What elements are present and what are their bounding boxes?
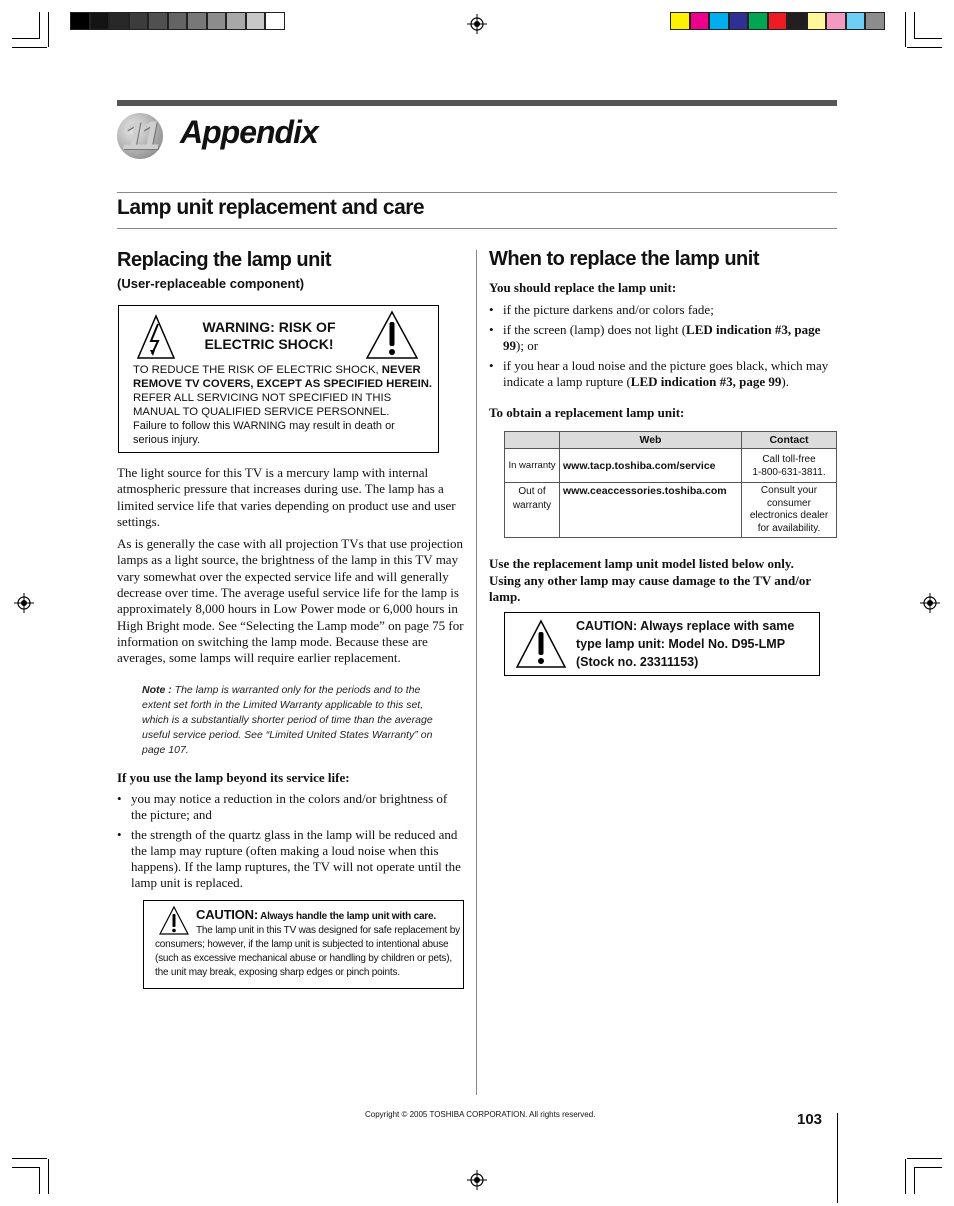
warning-text: TO REDUCE THE RISK OF ELECTRIC SHOCK, NEVER REMOVE TV COVERS, EXCEPT AS SPECIFIED HEREIN. REFER ALL SERVICING NOT SPECIFIED IN THIS MANUAL TO QUALIFIED SERVICE PERSONNEL. Failure to follow this WARNING may result in death or serious injury. (133, 364, 433, 446)
chapter-number-badge: 11 (117, 113, 163, 159)
color-swatch (807, 12, 827, 30)
beyond-service-life-section (117, 770, 464, 895)
color-swatch (768, 12, 788, 30)
color-swatch (787, 12, 807, 30)
color-swatch (70, 12, 90, 30)
should-replace-list (489, 302, 837, 390)
should-replace-heading: You should replace the lamp unit: (489, 280, 677, 295)
left-column (117, 249, 467, 291)
color-swatch (168, 12, 188, 30)
caution-handle-head: CAUTION: Always handle the lamp unit with care. (196, 907, 436, 922)
link-ceaccessories[interactable]: www.ceaccessories.toshiba.com (560, 483, 742, 538)
row-label-in-warranty: In warranty (505, 449, 560, 483)
color-swatch (690, 12, 710, 30)
color-swatch (226, 12, 246, 30)
caution-model-box (504, 612, 820, 676)
caution-handle-box (143, 900, 464, 989)
list-item: • you may notice a reduction in the colors and/or brightness of the picture; and (117, 791, 464, 823)
exclamation-warning-icon (515, 619, 567, 669)
warning-box (118, 305, 439, 453)
right-column (489, 248, 839, 271)
left-body (117, 465, 464, 673)
table-header-contact: Contact (742, 432, 837, 449)
section-title: Lamp unit replacement and care (117, 196, 425, 219)
color-swatch (265, 12, 285, 30)
table-header-empty (505, 432, 560, 449)
color-swatch (709, 12, 729, 30)
color-swatch (207, 12, 227, 30)
warning-title: WARNING: RISK OF ELECTRIC SHOCK! (202, 319, 336, 352)
color-swatch (148, 12, 168, 30)
chapter-top-bar (117, 100, 837, 106)
color-swatch (846, 12, 866, 30)
caution-handle-text: The lamp unit in this TV was designed for safe replacement by consumers; however, if the lamp unit is subjected to intentional abuse (such as excessive mechanical abuse or handling by children or pets), the unit may break, exposing sharp edges or pinch points. (155, 925, 460, 978)
table-row (505, 483, 837, 538)
note-text: Note : The lamp is warranted only for the periods and to the extent set forth in the Limited Warranty applicable to this set, which is a substantially shorter period of time than the average useful service period. See “Limited United States Warranty” on page 107. (142, 684, 433, 756)
list-item: • if the picture darkens and/or colors fade; (489, 302, 837, 318)
when-to-replace-heading: When to replace the lamp unit (489, 248, 759, 270)
electric-shock-warning-icon (136, 314, 176, 360)
contact-dealer: Consult your consumer electronics dealer for availability. (742, 483, 837, 538)
color-swatch (109, 12, 129, 30)
registration-mark-icon (467, 14, 487, 34)
color-swatch (187, 12, 207, 30)
column-divider (476, 250, 477, 1095)
registration-mark-icon (467, 1170, 487, 1190)
copyright-text: Copyright © 2005 TOSHIBA CORPORATION. All rights reserved. (365, 1110, 596, 1119)
caution-model-text: CAUTION: Always replace with same type lamp unit: Model No. D95-LMP (Stock no. 23311153) (576, 619, 795, 669)
table-header-row (505, 432, 837, 449)
section-rule-top (117, 192, 837, 193)
exclamation-warning-icon (365, 310, 419, 360)
color-swatch (729, 12, 749, 30)
list-item: • the strength of the quartz glass in the lamp will be reduced and the lamp may rupture (often making a loud noise when this happens). If the lamp ruptures, the TV will not operate until the lamp unit is replaced. (117, 827, 464, 891)
table-row (505, 449, 837, 483)
use-model-notice: Use the replacement lamp unit model listed below only. Using any other lamp may cause damage to the TV and/or lamp. (489, 556, 811, 604)
contact-toll-free: Call toll-free 1-800-631-3811. (742, 449, 837, 483)
color-swatch (826, 12, 846, 30)
replacing-subheading: (User-replaceable component) (117, 276, 305, 291)
table-header-web: Web (560, 432, 742, 449)
row-label-out-of-warranty: Out of warranty (505, 483, 560, 538)
beyond-heading: If you use the lamp beyond its service life: (117, 770, 350, 785)
registration-mark-icon (920, 593, 940, 613)
color-swatch (90, 12, 110, 30)
replacing-heading: Replacing the lamp unit (117, 249, 332, 271)
list-item: • if the screen (lamp) does not light (LED indication #3, page 99); or (489, 322, 837, 354)
color-swatch (748, 12, 768, 30)
link-tacp-service[interactable]: www.tacp.toshiba.com/service (560, 449, 742, 483)
paragraph-mercury-lamp: The light source for this TV is a mercury lamp with internal atmospheric pressure that increases during use. The lamp has a limited service life that varies depending on product use and user settings. (117, 465, 456, 529)
obtain-heading: To obtain a replacement lamp unit: (489, 405, 685, 420)
replacement-source-table (504, 431, 837, 538)
paragraph-brightness: As is generally the case with all projection TVs that use projection lamps as a light source, the brightness of the lamp in this TV may vary somewhat over the expected service life and will generally decrease over time. The average useful service life for the lamp is approximately 8,000 hours in Low Power mode or 6,000 hours in High Bright mode. See “Selecting the Lamp mode” on page 75 for information on switching the lamp mode. Because these are averages, some lamps will require earlier replacement. (117, 536, 464, 666)
color-swatch (670, 12, 690, 30)
registration-mark-icon (14, 593, 34, 613)
beyond-list (117, 791, 464, 891)
color-swatch (129, 12, 149, 30)
list-item: • if you hear a loud noise and the picture goes black, which may indicate a lamp rupture (LED indication #3, page 99). (489, 358, 837, 390)
section-rule-bottom (117, 228, 837, 229)
chapter-title: Appendix (180, 114, 318, 150)
color-swatch (865, 12, 885, 30)
should-replace-section (489, 280, 837, 394)
color-swatch (246, 12, 266, 30)
footer-rule (837, 1113, 838, 1203)
page-number: 103 (797, 1111, 823, 1128)
